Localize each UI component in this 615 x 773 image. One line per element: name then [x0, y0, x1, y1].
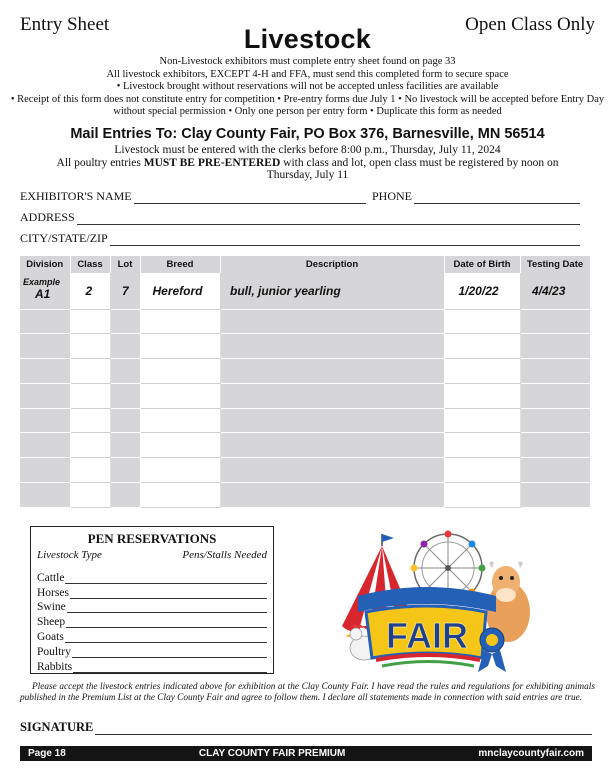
entry-cell[interactable] — [70, 383, 110, 408]
poultry-note-emphasis: MUST BE PRE-ENTERED — [143, 156, 281, 169]
entry-cell[interactable] — [20, 383, 70, 408]
page-footer — [20, 746, 592, 761]
deadline-notes — [40, 144, 575, 182]
pens-needed-label: Pens/Stalls Needed — [182, 549, 267, 561]
entry-cell[interactable] — [520, 334, 590, 359]
example-date-of-birth: 1/20/22 — [444, 273, 520, 309]
entry-cell[interactable] — [140, 359, 220, 384]
poultry-note-start: All poultry entries — [56, 156, 144, 169]
table-row — [20, 309, 590, 334]
pen-count-line[interactable] — [66, 618, 267, 628]
entry-cell[interactable] — [140, 309, 220, 334]
col-class: Class — [70, 256, 110, 273]
poultry-note-end: with class and lot, open class must be registered by noon on Thursday, July 11 — [266, 156, 559, 181]
entry-cell[interactable] — [70, 359, 110, 384]
entry-cell[interactable] — [140, 433, 220, 458]
example-division — [20, 273, 70, 309]
phone-label: PHONE — [372, 189, 413, 203]
entry-cell[interactable] — [220, 408, 444, 433]
example-lot: 7 — [110, 273, 140, 309]
note-line: • Receipt of this form does not constitute entry for competition • Pre-entry forms due July 1 • No livestock will be accepted before Entry Day without special permission • Only one person per entry form • Duplicate this form as needed — [10, 93, 605, 117]
entry-cell[interactable] — [444, 458, 520, 483]
entry-cell[interactable] — [110, 309, 140, 334]
entry-cell[interactable] — [70, 309, 110, 334]
pen-count-line[interactable] — [70, 589, 267, 599]
col-date-of-birth: Date of Birth — [444, 256, 520, 273]
pen-row-swine[interactable] — [37, 599, 267, 614]
entry-sheet-label: Entry Sheet — [20, 14, 110, 35]
city-state-zip-field[interactable] — [20, 231, 580, 246]
entry-cell[interactable] — [220, 334, 444, 359]
entry-cell[interactable] — [70, 408, 110, 433]
pen-row-horses[interactable] — [37, 584, 267, 599]
entry-cell[interactable] — [140, 483, 220, 508]
entry-cell[interactable] — [70, 433, 110, 458]
entry-cell[interactable] — [20, 433, 70, 458]
col-testing-date: Testing Date — [520, 256, 590, 273]
table-row — [20, 334, 590, 359]
entry-deadline: Livestock must be entered with the clerks before 8:00 p.m., Thursday, July 11, 2024 — [114, 144, 501, 156]
entry-cell[interactable] — [20, 483, 70, 508]
entry-cell[interactable] — [20, 458, 70, 483]
entry-cell[interactable] — [520, 309, 590, 334]
fair-sign — [358, 587, 496, 666]
entry-cell[interactable] — [220, 383, 444, 408]
entry-cell[interactable] — [444, 433, 520, 458]
signature-field[interactable] — [20, 720, 592, 735]
entry-cell[interactable] — [520, 408, 590, 433]
signature-line[interactable] — [95, 724, 592, 735]
example-description: bull, junior yearling — [220, 273, 444, 309]
col-lot: Lot — [110, 256, 140, 273]
exhibitor-name-field[interactable] — [20, 189, 366, 204]
pen-reservations-header — [37, 549, 267, 561]
entry-cell[interactable] — [110, 458, 140, 483]
pen-type-label: Goats — [37, 630, 64, 643]
pen-row-poultry[interactable] — [37, 643, 267, 658]
pen-row-goats[interactable] — [37, 628, 267, 643]
table-row — [20, 408, 590, 433]
entries-table — [20, 256, 591, 508]
entry-cell[interactable] — [520, 383, 590, 408]
pen-reservations-title: PEN RESERVATIONS — [87, 531, 217, 546]
col-division: Division — [20, 256, 70, 273]
pen-type-label: Horses — [37, 586, 69, 599]
entry-cell[interactable] — [444, 383, 520, 408]
example-label: Example — [23, 277, 61, 288]
city-state-zip-line[interactable] — [110, 235, 580, 246]
address-line[interactable] — [77, 214, 580, 225]
entry-cell[interactable] — [140, 334, 220, 359]
entry-cell[interactable] — [444, 483, 520, 508]
table-row — [20, 458, 590, 483]
pen-count-line[interactable] — [65, 633, 267, 643]
entry-cell[interactable] — [70, 483, 110, 508]
entry-cell[interactable] — [20, 408, 70, 433]
entry-cell[interactable] — [110, 483, 140, 508]
entry-cell[interactable] — [20, 309, 70, 334]
col-description: Description — [220, 256, 444, 273]
example-row — [20, 273, 590, 309]
address-field[interactable] — [20, 210, 580, 225]
phone-field[interactable] — [372, 189, 580, 204]
entry-cell[interactable] — [444, 408, 520, 433]
fair-logo-art — [336, 526, 536, 676]
open-class-label: Open Class Only — [465, 14, 595, 35]
city-state-zip-label: CITY/STATE/ZIP — [20, 231, 108, 245]
pen-count-line[interactable] — [73, 663, 267, 673]
entry-cell[interactable] — [110, 433, 140, 458]
agreement-text: Please accept the livestock entries indicated above for exhibition at the Clay County Fair. I have read the rules and regulations for exhibiting animals published in the Premium List at the Clay County Fair and agree to follow them. I declare all statements made in connection with said entries are true. — [20, 682, 595, 703]
phone-line[interactable] — [414, 193, 580, 204]
example-division-value: A1 — [35, 287, 51, 302]
entry-cell[interactable] — [520, 483, 590, 508]
page-number: Page 18 — [28, 748, 66, 759]
pen-count-line[interactable] — [67, 603, 267, 613]
page-title: Livestock — [243, 24, 372, 54]
pen-type-label: Cattle — [37, 571, 65, 584]
note-line: All livestock exhibitors, EXCEPT 4-H and FFA, must send this completed form to secure space — [106, 68, 509, 80]
entry-cell[interactable] — [140, 408, 220, 433]
entry-cell[interactable] — [220, 458, 444, 483]
note-line: • Livestock brought without reservations will not be accepted unless facilities are available — [116, 81, 499, 92]
exhibitor-name-label: EXHIBITOR'S NAME — [20, 189, 132, 203]
entry-cell[interactable] — [70, 458, 110, 483]
pen-reservations-box — [30, 526, 274, 674]
note-line: Non-Livestock exhibitors must complete entry sheet found on page 33 — [159, 56, 456, 67]
entry-cell[interactable] — [220, 433, 444, 458]
pen-row-rabbits[interactable] — [37, 658, 267, 673]
fair-logo — [336, 526, 536, 676]
pen-count-line[interactable] — [72, 648, 267, 658]
entry-cell[interactable] — [20, 334, 70, 359]
entry-cell[interactable] — [110, 359, 140, 384]
website-link[interactable]: mnclaycountyfair.com — [478, 748, 584, 759]
entry-cell[interactable] — [444, 334, 520, 359]
table-header-row — [20, 256, 590, 273]
fair-logo-text: FAIR — [385, 615, 469, 656]
table-row — [20, 359, 590, 384]
entry-cell[interactable] — [444, 359, 520, 384]
entry-cell[interactable] — [220, 359, 444, 384]
entry-cell[interactable] — [520, 359, 590, 384]
table-row — [20, 483, 590, 508]
entry-cell[interactable] — [220, 483, 444, 508]
entry-cell[interactable] — [70, 334, 110, 359]
example-testing-date: 4/4/23 — [520, 273, 590, 309]
pen-row-cattle[interactable] — [37, 569, 267, 584]
instructions — [10, 56, 605, 119]
exhibitor-name-line[interactable] — [134, 193, 366, 204]
entry-cell[interactable] — [20, 359, 70, 384]
entry-cell[interactable] — [520, 458, 590, 483]
pen-type-label: Sheep — [37, 616, 66, 629]
entry-cell[interactable] — [110, 383, 140, 408]
entry-cell[interactable] — [140, 383, 220, 408]
entry-cell[interactable] — [140, 458, 220, 483]
livestock-type-label: Livestock Type — [37, 549, 102, 561]
entry-cell[interactable] — [220, 309, 444, 334]
signature-label: SIGNATURE — [20, 720, 94, 734]
pen-count-line[interactable] — [65, 574, 267, 584]
pen-type-label: Rabbits — [37, 660, 73, 673]
pen-row-sheep[interactable] — [37, 613, 267, 628]
mail-address: Mail Entries To: Clay County Fair, PO Box 376, Barnesville, MN 56514 — [70, 126, 545, 142]
table-row — [20, 383, 590, 408]
entry-cell[interactable] — [520, 433, 590, 458]
pen-type-label: Poultry — [37, 645, 71, 658]
example-breed: Hereford — [140, 273, 220, 309]
entry-cell[interactable] — [110, 408, 140, 433]
table-row — [20, 433, 590, 458]
entry-cell[interactable] — [444, 309, 520, 334]
publication-title: CLAY COUNTY FAIR PREMIUM — [198, 748, 346, 759]
address-label: ADDRESS — [20, 210, 75, 224]
entry-cell[interactable] — [110, 334, 140, 359]
example-class: 2 — [70, 273, 110, 309]
pen-type-label: Swine — [37, 601, 66, 614]
poultry-note — [40, 157, 575, 182]
col-breed: Breed — [140, 256, 220, 273]
